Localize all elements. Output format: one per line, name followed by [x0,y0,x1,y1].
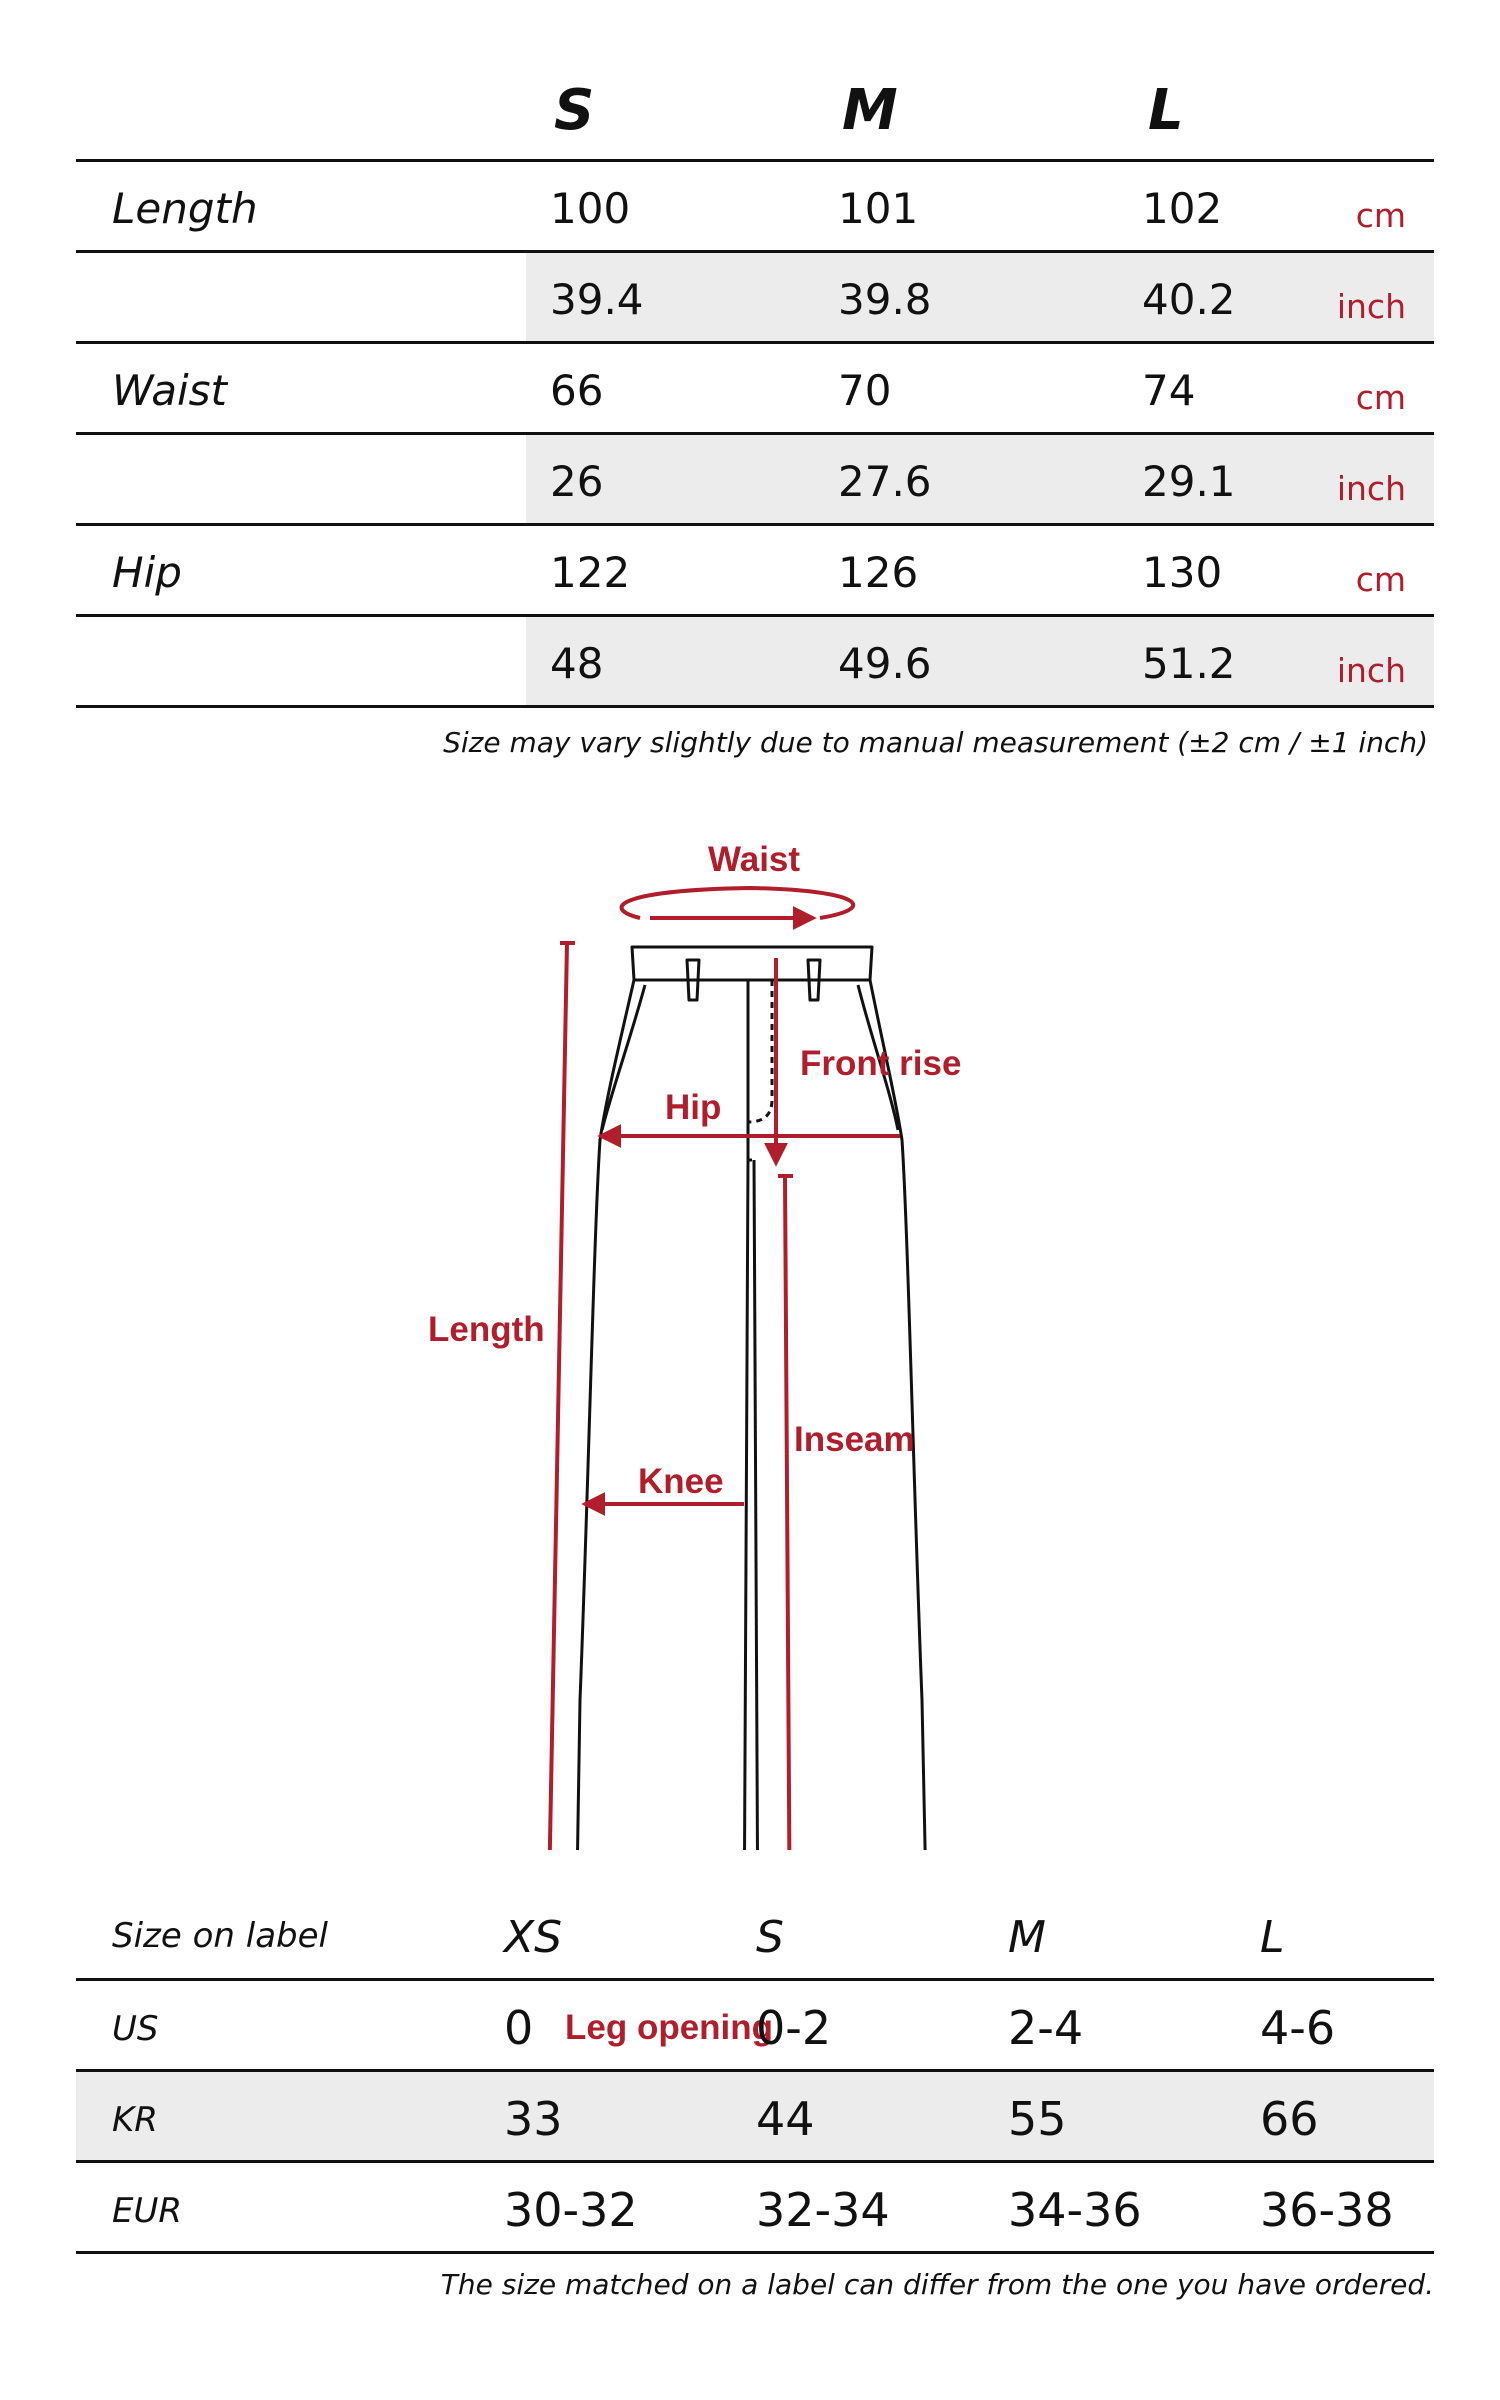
us-s: 0-2 [756,2001,832,2055]
length-cm-m: 101 [838,184,919,233]
region-label-kr: KR [112,2100,158,2140]
hip-cm-s: 122 [550,548,631,597]
pants-illustration [0,800,1500,1850]
waist-cm-row [76,344,1434,435]
hip-inch-l: 51.2 [1142,639,1236,688]
conv-size-m: M [1008,1912,1046,1963]
unit-cm: cm [1355,378,1406,417]
length-inch-row [76,253,1434,344]
hip-inch-m: 49.6 [838,639,932,688]
size-on-label-heading: Size on label [112,1916,328,1956]
diagram-label-length: Length [428,1310,545,1349]
length-inch-m: 39.8 [838,275,932,324]
waist-inch-m: 27.6 [838,457,932,506]
kr-xs: 33 [504,2092,563,2146]
length-inch-s: 39.4 [550,275,644,324]
size-conversion-table [76,1890,1434,2254]
conv-size-s: S [756,1912,784,1963]
length-cm-row [76,162,1434,253]
eur-s: 32-34 [756,2183,890,2237]
measure-label-hip: Hip [112,548,182,597]
hip-cm-m: 126 [838,548,919,597]
region-label-eur: EUR [112,2191,182,2231]
eur-xs: 30-32 [504,2183,638,2237]
hip-inch-row [76,617,1434,708]
size-chart [76,50,1434,759]
us-xs: 0 [504,2001,534,2055]
unit-inch: inch [1336,651,1406,690]
conv-size-xs: XS [504,1912,563,1963]
label-size-note: The size matched on a label can differ from the one you have ordered. [440,2268,1434,2301]
unit-inch: inch [1336,287,1406,326]
hip-cm-l: 130 [1142,548,1223,597]
kr-l: 66 [1260,2092,1319,2146]
region-label-us: US [112,2009,159,2049]
conversion-row-eur [76,2163,1434,2254]
waist-inch-l: 29.1 [1142,457,1236,506]
kr-s: 44 [756,2092,815,2146]
diagram-label-inseam: Inseam [794,1420,915,1459]
diagram-label-front-rise: Front rise [800,1044,962,1083]
waist-cm-m: 70 [838,366,892,415]
diagram-label-waist: Waist [708,840,801,879]
measure-label-length: Length [112,184,258,233]
conversion-row-kr [76,2072,1434,2163]
size-header-s: S [554,78,595,143]
us-l: 4-6 [1260,2001,1336,2055]
unit-cm: cm [1355,560,1406,599]
eur-m: 34-36 [1008,2183,1142,2237]
conv-size-l: L [1260,1912,1285,1963]
waist-cm-l: 74 [1142,366,1196,415]
waist-inch-s: 26 [550,457,604,506]
length-inch-l: 40.2 [1142,275,1236,324]
conversion-header [76,1890,1434,1981]
hip-inch-s: 48 [550,639,604,688]
size-header-l: L [1148,78,1184,143]
diagram-label-leg-opening: Leg opening [565,2008,774,2047]
unit-cm: cm [1355,196,1406,235]
kr-m: 55 [1008,2092,1067,2146]
diagram-label-hip: Hip [665,1088,722,1127]
length-cm-s: 100 [550,184,631,233]
us-m: 2-4 [1008,2001,1084,2055]
size-header-m: M [842,78,898,143]
size-chart-header [76,50,1434,162]
waist-cm-s: 66 [550,366,604,415]
measure-label-waist: Waist [112,366,227,415]
eur-l: 36-38 [1260,2183,1394,2237]
waist-inch-row [76,435,1434,526]
unit-inch: inch [1336,469,1406,508]
hip-cm-row [76,526,1434,617]
diagram-label-knee: Knee [638,1462,724,1501]
measurement-note: Size may vary slightly due to manual measurement (±2 cm / ±1 inch) [443,726,1428,759]
conversion-row-us [76,1981,1434,2072]
length-cm-l: 102 [1142,184,1223,233]
